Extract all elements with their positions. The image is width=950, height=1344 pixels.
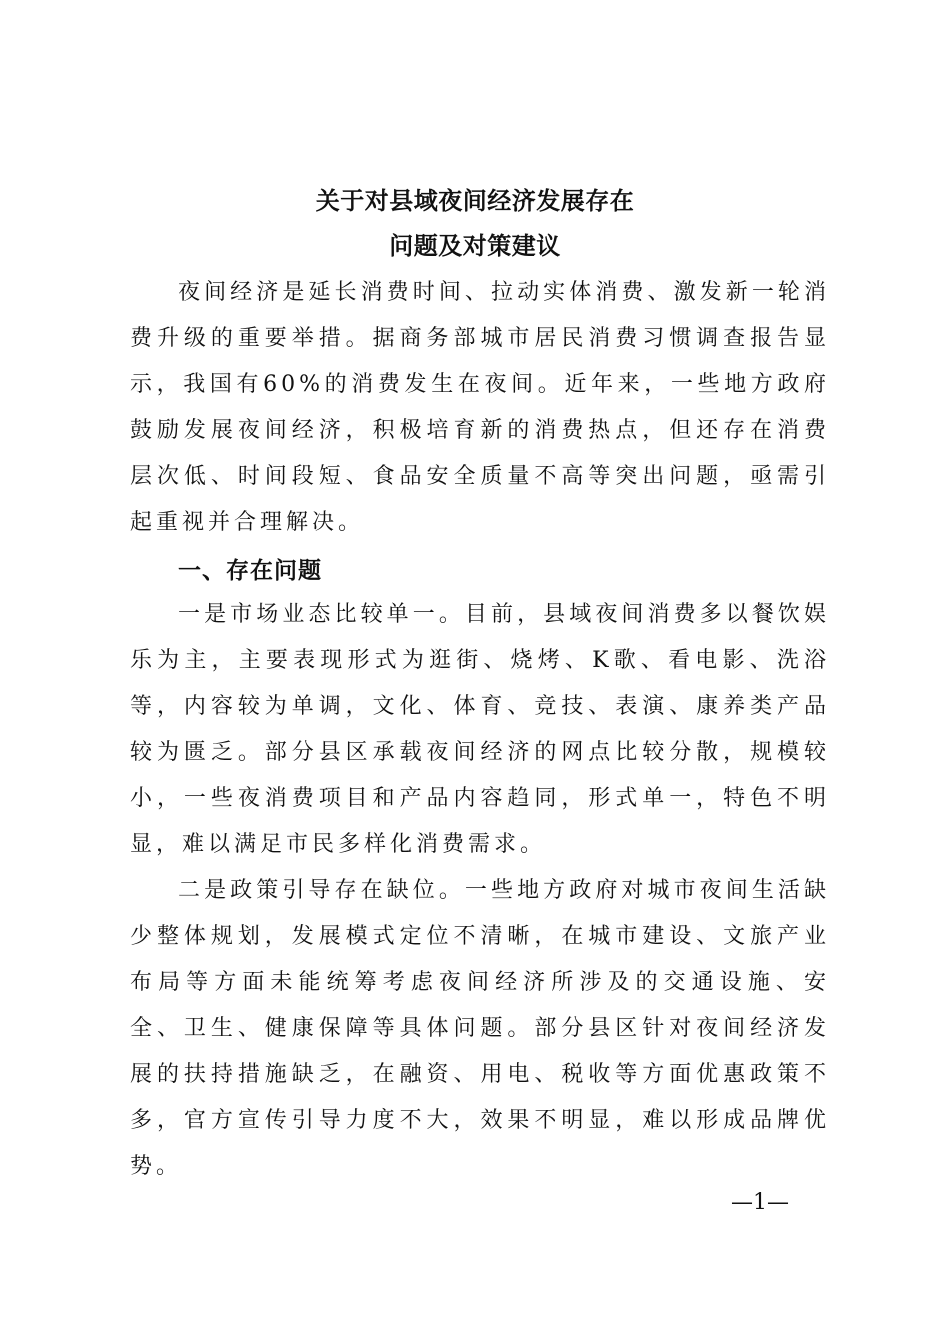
document-title-line-2: 问题及对策建议 [389, 232, 561, 260]
page-number: —1— [731, 1190, 789, 1215]
section-heading-problems: 一、存在问题 [178, 558, 322, 584]
intro-paragraph: 夜间经济是延长消费时间、拉动实体消费、激发新一轮消费升级的重要举措。据商务部城市居民消费习惯调查报告显示，我国有60%的消费发生在夜间。近年来，一些地方政府鼓励发展夜间经济，积极培育新的消费热点，但还存在消费层次低、时间段短、食品安全质量不高等突出问题，亟需引起重视并合理解决。 [130, 280, 830, 535]
paragraph-policy-guidance: 二是政策引导存在缺位。一些地方政府对城市夜间生活缺少整体规划，发展模式定位不清晰，在城市建设、文旅产业布局等方面未能统筹考虑夜间经济所涉及的交通设施、安全、卫生、健康保障等具体问题。部分县区针对夜间经济发展的扶持措施缺乏，在融资、用电、税收等方面优惠政策不多，官方宣传引导力度不大，效果不明显，难以形成品牌优势。 [130, 878, 830, 1179]
paragraph-market-formats: 一是市场业态比较单一。目前，县域夜间消费多以餐饮娱乐为主，主要表现形式为逛街、烧烤、K歌、看电影、洗浴等，内容较为单调，文化、体育、竞技、表演、康养类产品较为匮乏。部分县区承载夜间经济的网点比较分散，规模较小，一些夜消费项目和产品内容趋同，形式单一，特色不明显，难以满足市民多样化消费需求。 [130, 602, 830, 857]
document-title-line-1: 关于对县域夜间经济发展存在 [315, 187, 635, 215]
